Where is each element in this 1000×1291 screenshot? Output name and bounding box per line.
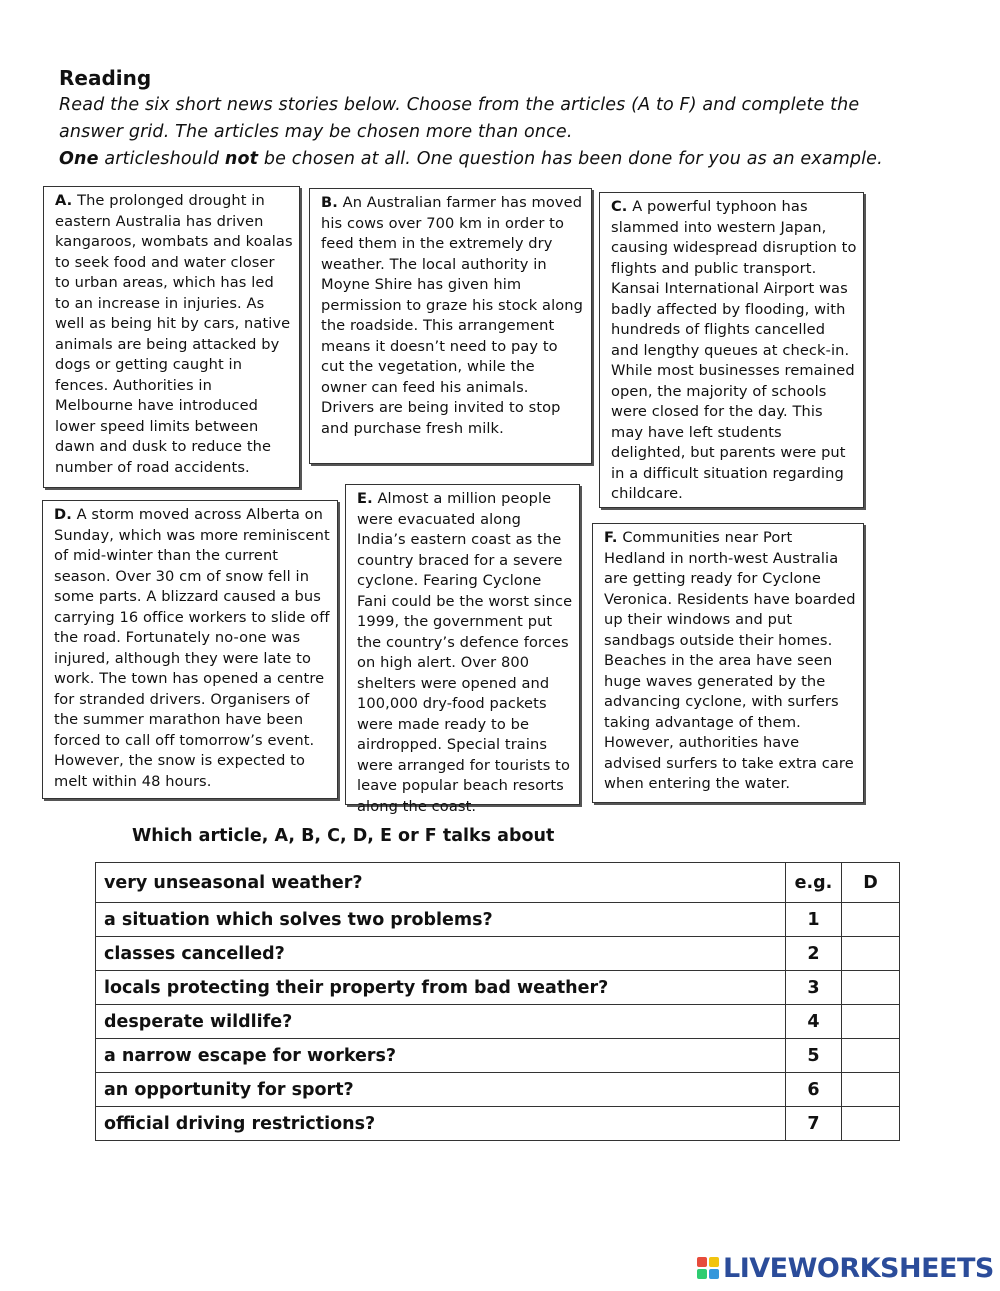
- instructions-article-word: article: [98, 149, 161, 169]
- table-row: [96, 903, 900, 937]
- question-number: 7: [786, 1107, 842, 1141]
- article-c: [599, 192, 864, 508]
- question-text: an opportunity for sport?: [96, 1073, 786, 1107]
- instructions-one: One: [59, 149, 99, 169]
- instructions-rest: be chosen at all. One question has been done for you as an example.: [258, 149, 883, 169]
- article-b: [309, 188, 592, 464]
- question-number: e.g.: [786, 863, 842, 903]
- liveworksheets-logo: [697, 1251, 994, 1285]
- answer-input[interactable]: [842, 903, 900, 937]
- question-text: classes cancelled?: [96, 937, 786, 971]
- article-b-text: An Australian farmer has moved his cows over 700 km in order to feed them in the extremely dry weather. The local authority in Moyne Shire has given him permission to graze his stock along the roadside. This arrangement means it doesn’t need to pay to cut the vegetation, while the owner can feed his animals. Drivers are being invited to stop and purchase fresh milk.: [321, 194, 583, 437]
- answer-input[interactable]: [842, 971, 900, 1005]
- article-d: [42, 500, 338, 799]
- answer-input[interactable]: [842, 1073, 900, 1107]
- article-a-label: A.: [55, 192, 73, 209]
- question-text: a narrow escape for workers?: [96, 1039, 786, 1073]
- question-heading: Which article, A, B, C, D, E or F talks about: [132, 826, 555, 846]
- logo-mark-icon: [697, 1257, 719, 1279]
- question-text: desperate wildlife?: [96, 1005, 786, 1039]
- table-row: [96, 971, 900, 1005]
- question-number: 5: [786, 1039, 842, 1073]
- answer-cell: D: [842, 863, 900, 903]
- table-row: [96, 937, 900, 971]
- table-row: [96, 1039, 900, 1073]
- answer-input[interactable]: [842, 1005, 900, 1039]
- article-f: [592, 523, 864, 803]
- instructions-should: should: [160, 149, 225, 169]
- page-title: Reading: [59, 66, 152, 90]
- question-text: locals protecting their property from bad weather?: [96, 971, 786, 1005]
- question-number: 6: [786, 1073, 842, 1107]
- article-c-label: C.: [611, 198, 628, 215]
- logo-text: LIVEWORKSHEETS: [723, 1252, 994, 1284]
- article-c-text: A powerful typhoon has slammed into western Japan, causing widespread disruption to flights and public transport. Kansai International Airport was badly affected by flooding, with hundreds of flights cancelled and lengthy queues at check-in. While most businesses remained open, the majority of schools were closed for the day. This may have left students delighted, but parents were put in a difficult situation regarding childcare.: [611, 198, 857, 502]
- logo-tile: [709, 1257, 719, 1267]
- article-b-label: B.: [321, 194, 338, 211]
- answer-input[interactable]: [842, 1039, 900, 1073]
- article-f-text: Communities near Port Hedland in north-west Australia are getting ready for Cyclone Veronica. Residents have boarded up their windows and put sandbags outside their homes. Beaches in the area have seen huge waves generated by the advancing cyclone, with surfers taking advantage of them. However, authorities have advised surfers to take extra care when entering the water.: [604, 529, 856, 792]
- question-number: 3: [786, 971, 842, 1005]
- table-row: [96, 863, 900, 903]
- article-e-text: Almost a million people were evacuated along India’s eastern coast as the country braced for a severe cyclone. Fearing Cyclone Fani could be the worst since 1999, the government put the country’s defence forces on high alert. Over 800 shelters were opened and 100,000 dry-food packets were made ready to be airdropped. Special trains were arranged for tourists to leave popular beach resorts along the coast.: [357, 490, 573, 815]
- instructions-line-3: [59, 149, 883, 169]
- answer-input[interactable]: [842, 937, 900, 971]
- question-text: a situation which solves two problems?: [96, 903, 786, 937]
- article-a-text: The prolonged drought in eastern Australia has driven kangaroos, wombats and koalas to seek food and water closer to urban areas, which has led to an increase in injuries. As well as being hit by cars, native animals are being attacked by dogs or getting caught in fences. Authorities in Melbourne have introduced lower speed limits between dawn and dusk to reduce the number of road accidents.: [55, 192, 293, 476]
- instructions-line-2: answer grid. The articles may be chosen more than once.: [59, 122, 573, 142]
- logo-tile: [697, 1269, 707, 1279]
- answer-input[interactable]: [842, 1107, 900, 1141]
- logo-tile: [709, 1269, 719, 1279]
- instructions-not: not: [224, 149, 259, 169]
- question-text: very unseasonal weather?: [96, 863, 786, 903]
- answer-grid: [95, 862, 900, 1141]
- article-e-label: E.: [357, 490, 373, 507]
- table-row: [96, 1107, 900, 1141]
- article-a: [43, 186, 300, 488]
- logo-tile: [697, 1257, 707, 1267]
- article-f-label: F.: [604, 529, 618, 546]
- table-row: [96, 1005, 900, 1039]
- table-row: [96, 1073, 900, 1107]
- question-number: 2: [786, 937, 842, 971]
- question-number: 4: [786, 1005, 842, 1039]
- question-text: official driving restrictions?: [96, 1107, 786, 1141]
- question-number: 1: [786, 903, 842, 937]
- article-d-text: A storm moved across Alberta on Sunday, which was more reminiscent of mid-winter than the current season. Over 30 cm of snow fell in some parts. A blizzard caused a bus carrying 16 office workers to slide off the road. Fortunately no-one was injured, although they were late to work. The town has opened a centre for stranded drivers. Organisers of the summer marathon have been forced to call off tomorrow’s event. However, the snow is expected to melt within 48 hours.: [54, 506, 330, 790]
- article-d-label: D.: [54, 506, 72, 523]
- instructions-line-1: Read the six short news stories below. Choose from the articles (A to F) and complete the: [59, 95, 860, 115]
- article-e: [345, 484, 580, 815]
